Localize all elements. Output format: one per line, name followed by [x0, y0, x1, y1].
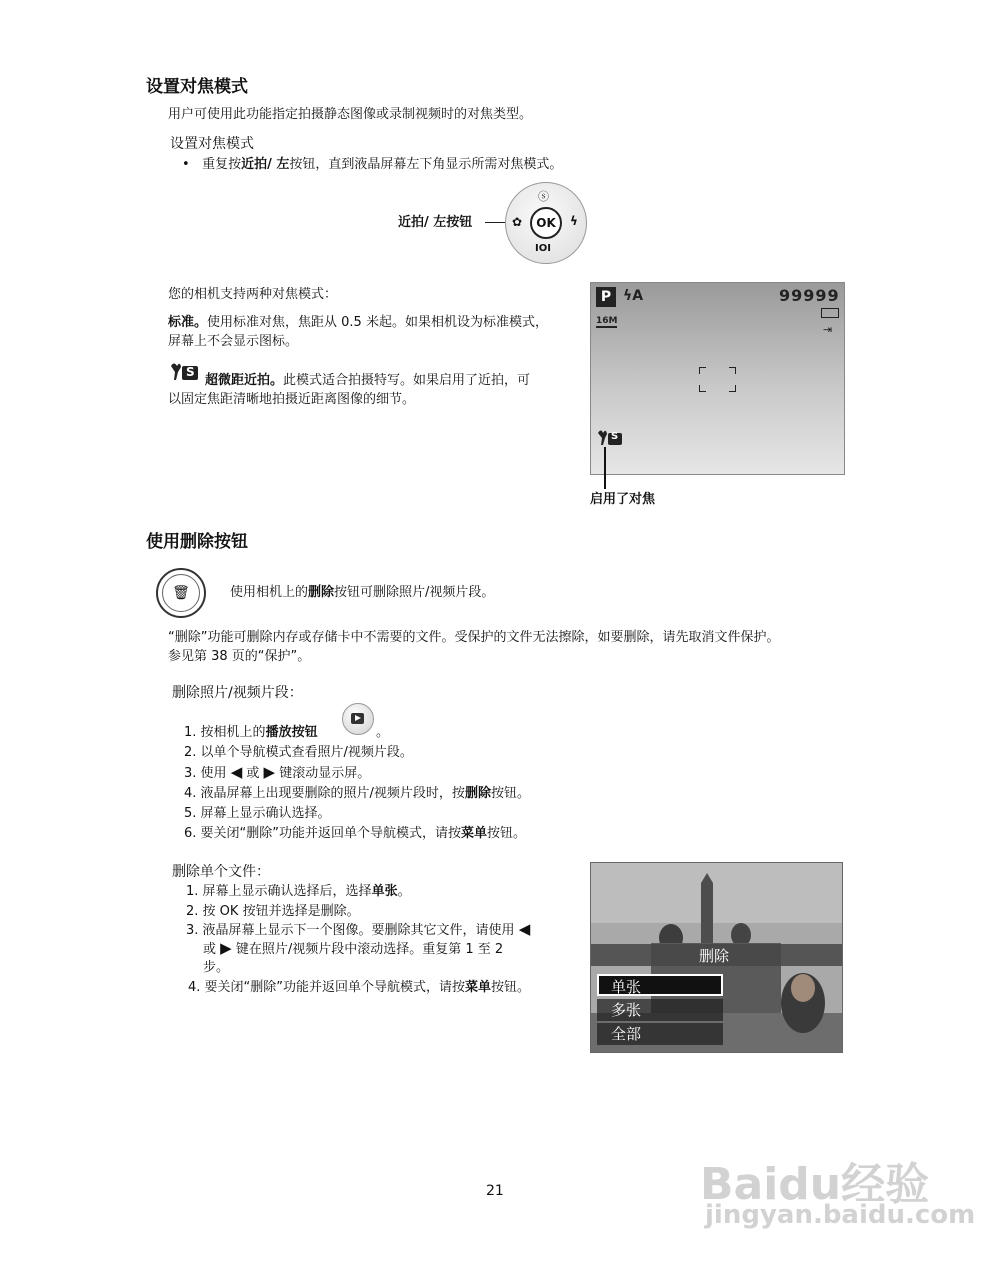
step-1-suffix: 。: [376, 725, 390, 740]
trash-desc-prefix: 使用相机上的: [230, 585, 309, 600]
single-step-1: [186, 882, 411, 901]
single-step-3-line3: 步。: [203, 960, 230, 975]
step-bold: 播放按钮: [265, 725, 318, 740]
bullet-bold: 近拍/ 左: [241, 157, 290, 172]
right-arrow-icon: ▶: [220, 939, 232, 957]
memory-icon: ⇥: [823, 323, 833, 336]
standard-line2: 屏幕上不会显示图标。: [168, 334, 299, 349]
delete-menu-screen: [590, 862, 843, 1053]
delete-subheading2: 删除单个文件：: [172, 864, 270, 880]
step-line1: 液晶屏幕上显示下一个图像。要删除其它文件，请使用: [202, 923, 515, 938]
program-mode-badge: P: [596, 287, 616, 307]
focus-bracket-tr: [729, 367, 736, 374]
step-5: [184, 804, 331, 823]
step-num: 1.: [186, 884, 199, 899]
step-num: 3.: [186, 923, 199, 938]
ok-button: OK: [530, 207, 562, 239]
step-prefix: 要关闭“删除”功能并返回单个导航模式，请按: [204, 980, 466, 995]
delete-para-line1: “删除”功能可删除内存或存储卡中不需要的文件。受保护的文件无法擦除，如要删除，请先取消文件保护。: [168, 630, 780, 645]
macro-flower-icon: ✿: [512, 215, 523, 229]
battery-icon: [821, 308, 839, 318]
step-line2a: 或: [203, 942, 217, 957]
baidu-watermark-url: jingyan.baidu.com: [705, 1200, 976, 1230]
step-2: [184, 743, 413, 762]
supports-text: 您的相机支持两种对焦模式：: [168, 287, 338, 302]
bullet-dot: •: [182, 157, 190, 172]
step-num: 2.: [184, 745, 197, 760]
focus-subheading: 设置对焦模式: [170, 136, 254, 152]
step-bold: 菜单: [465, 980, 492, 995]
page-number: 21: [486, 1183, 504, 1199]
step-suffix: 按钮。: [490, 786, 530, 801]
left-arrow-icon: ◀: [518, 920, 531, 938]
step-text: 以单个导航模式查看照片/视频片段。: [200, 745, 413, 760]
section-title-delete: 使用删除按钮: [146, 532, 248, 552]
trash-icon: 🗑: [162, 574, 200, 612]
step-num: 5.: [184, 806, 197, 821]
step-suffix: 按钮。: [491, 980, 531, 995]
focus-bracket-bl: [699, 385, 706, 392]
lcd-caption: 启用了对焦: [590, 492, 656, 507]
step-num: 4.: [184, 786, 197, 801]
step-num: 4.: [188, 980, 201, 995]
single-step-3-line1: [186, 920, 530, 940]
lcd-caption-pointer: [604, 447, 606, 489]
image-size-icon: 16M: [596, 316, 618, 326]
play-triangle: [355, 715, 361, 721]
step-line2b: 键在照片/视频片段中滚动选择。重复第 1 至 2: [235, 942, 504, 957]
step-suffix: 按钮。: [487, 826, 527, 841]
baidu-watermark-logo: Baidu经验: [700, 1159, 930, 1210]
step-3: [184, 763, 370, 783]
play-icon: [351, 713, 364, 724]
flash-auto-icon: ϟA: [623, 288, 644, 304]
step-6: [184, 824, 526, 843]
delete-menu-item-selected: [597, 974, 723, 996]
standard-text: 使用标准对焦，焦距从 0.5 米起。如果相机设为标准模式，: [207, 315, 548, 330]
step-prefix: 屏幕上显示确认选择后，选择: [202, 884, 372, 899]
step-bold: 单张: [371, 884, 398, 899]
focus-bracket-br: [729, 385, 736, 392]
delete-button-illustration: [156, 568, 206, 618]
trash-desc-suffix: 按钮可删除照片/视频片段。: [334, 585, 495, 600]
delete-menu-title: 删除: [699, 947, 730, 965]
step-bold: 菜单: [461, 826, 488, 841]
macro-line1: [205, 371, 530, 390]
focus-bracket-tl: [699, 367, 706, 374]
trash-desc: [230, 583, 494, 602]
step-suffix: 键滚动显示屏。: [279, 766, 371, 781]
bullet-prefix: 重复按: [202, 157, 242, 172]
step-num: 6.: [184, 826, 197, 841]
control-dial: [505, 182, 587, 264]
step-prefix: 按相机上的: [200, 725, 266, 740]
focus-bullet: [182, 155, 562, 174]
step-prefix: 要关闭“删除”功能并返回单个导航模式，请按: [200, 826, 462, 841]
macro-mode-icon: [168, 360, 200, 382]
lcd-macro-icon: [596, 428, 624, 446]
delete-subheading1: 删除照片/视频片段：: [172, 685, 303, 701]
delete-para-line2: 参见第 38 页的“保护”。: [168, 649, 311, 664]
delete-menu-item-all: 全部: [611, 1025, 642, 1043]
step-num: 2.: [186, 904, 199, 919]
shot-count: 99999: [779, 286, 840, 305]
macro-line2: 以固定焦距清晰地拍摄近距离图像的细节。: [168, 392, 416, 407]
macro-bold: 超微距近拍。: [205, 373, 284, 388]
step-prefix: 使用: [200, 766, 227, 781]
focus-intro: 用户可使用此功能指定拍摄静态图像或录制视频时的对焦类型。: [168, 107, 533, 122]
display-icon: IOI: [535, 243, 551, 254]
step-4: [184, 784, 530, 803]
single-step-4: [188, 978, 530, 997]
step-1: [184, 723, 318, 742]
play-button-illustration: [342, 703, 374, 735]
step-bold: 删除: [464, 786, 491, 801]
dial-label: 近拍/ 左按钮: [398, 215, 473, 230]
delete-menu-titlebar: [591, 944, 842, 966]
macro-text: 此模式适合拍摄特写。如果启用了近拍，可: [283, 373, 531, 388]
left-arrow-icon: ◀: [230, 763, 243, 781]
lcd-screen: [590, 282, 845, 475]
step-suffix: 。: [397, 884, 411, 899]
step-prefix: 液晶屏幕上出现要删除的照片/视频片段时，按: [200, 786, 465, 801]
bullet-suffix: 按钮，直到液晶屏幕左下角显示所需对焦模式。: [289, 157, 563, 172]
delete-menu-item-single: 单张: [611, 978, 642, 996]
single-step-3-line2: [203, 939, 503, 959]
step-text: 屏幕上显示确认选择。: [200, 806, 331, 821]
single-step-2: [186, 902, 360, 921]
standard-line1: [168, 313, 548, 332]
section-title-focus: 设置对焦模式: [146, 77, 248, 97]
macro-flower-svg: [168, 360, 200, 382]
standard-bold: 标准。: [168, 315, 208, 330]
self-timer-icon: ⓢ: [538, 190, 549, 203]
lcd-macro-s: S: [611, 431, 619, 442]
step-num: 1.: [184, 725, 197, 740]
trash-desc-bold: 删除: [308, 585, 335, 600]
right-arrow-icon: ▶: [263, 763, 276, 781]
macro-s-icon: S: [186, 365, 195, 379]
step-num: 3.: [184, 766, 197, 781]
step-mid: 或: [246, 766, 260, 781]
delete-menu-item-multi: 多张: [611, 1001, 642, 1019]
delete-menu-item-row: [597, 999, 723, 1021]
delete-menu-item-row: [597, 1023, 723, 1045]
step-text: 按 OK 按钮并选择是删除。: [202, 904, 360, 919]
flash-icon: ϟ: [570, 214, 578, 228]
lcd-macro-svg: [596, 428, 624, 446]
